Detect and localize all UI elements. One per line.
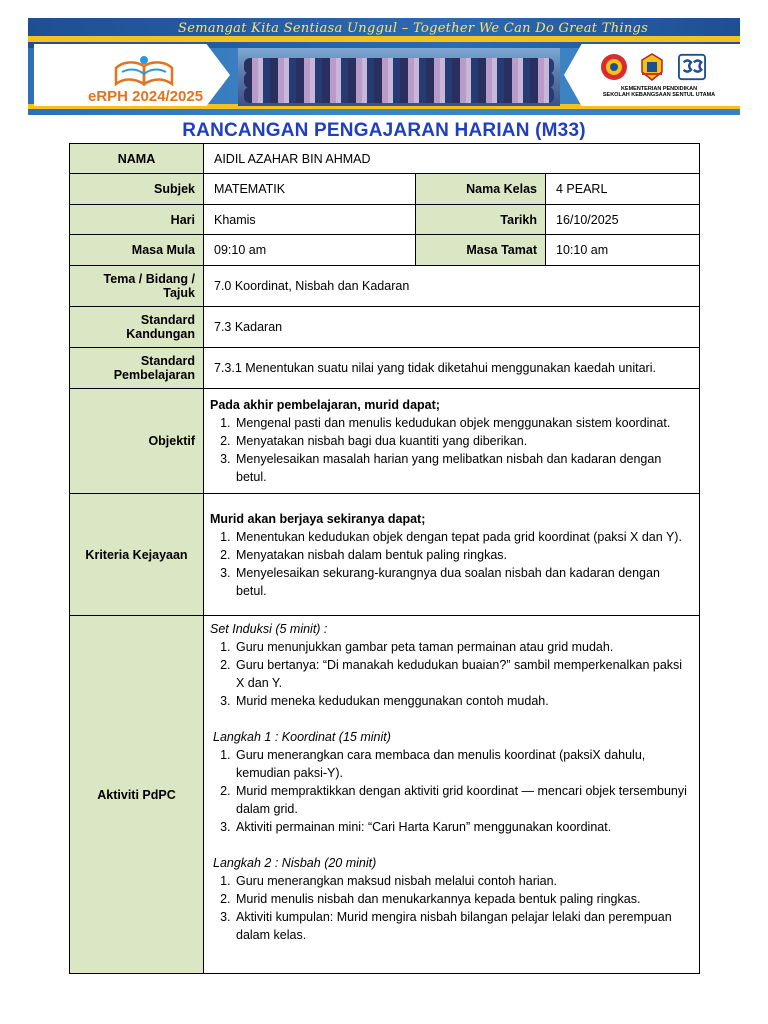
tarikh-value: 16/10/2025 [546, 205, 700, 235]
malaysia-coat-of-arms-icon [638, 52, 666, 82]
hari-value: Khamis [204, 205, 416, 235]
kelas-value: 4 PEARL [546, 174, 700, 205]
row-standard-pembelajaran [70, 348, 700, 389]
row-nama [70, 144, 700, 174]
nama-label: NAMA [70, 144, 204, 174]
aktiviti-label: Aktiviti PdPC [70, 616, 204, 974]
list-item: 2. Menyatakan nisbah dalam bentuk paling ringkas. [234, 546, 687, 564]
tema-value: 7.0 Koordinat, Nisbah dan Kadaran [204, 266, 700, 307]
langkah1-title: Langkah 1 : Koordinat (15 minit) [213, 730, 391, 744]
kelas-label: Nama Kelas [416, 174, 546, 205]
school-crest-icon [600, 52, 628, 82]
langkah2-title: Langkah 2 : Nisbah (20 minit) [213, 856, 377, 870]
row-standard-kandungan [70, 307, 700, 348]
list-item: 3. Aktiviti kumpulan: Murid mengira nisbah bilangan pelajar lelaki dan perempuan dalam kelas. [234, 908, 687, 944]
kriteria-cell [204, 494, 700, 616]
ministry-caption [584, 86, 734, 98]
row-tema [70, 266, 700, 307]
nama-value: AIDIL AZAHAR BIN AHMAD [204, 144, 700, 174]
header-banner [28, 18, 740, 115]
subjek-value: MATEMATIK [204, 174, 416, 205]
list-item: 2. Menyatakan nisbah bagi dua kuantiti yang diberikan. [234, 432, 687, 450]
list-item: 1. Mengenal pasti dan menulis kedudukan objek menggunakan sistem koordinat. [234, 414, 687, 432]
masa-mula-value: 09:10 am [204, 235, 416, 266]
list-item: 1. Guru menerangkan cara membaca dan menulis koordinat (paksiX dahulu, kemudian paksi-Y). [234, 746, 687, 782]
row-kriteria [70, 494, 700, 616]
subjek-label: Subjek [70, 174, 204, 205]
row-aktiviti [70, 616, 700, 974]
masa-mula-label: Masa Mula [70, 235, 204, 266]
sk-value: 7.3 Kadaran [204, 307, 700, 348]
ministry-line-1: KEMENTERIAN PENDIDIKAN [620, 86, 698, 92]
list-item: 1. Guru menerangkan maksud nisbah melalui contoh harian. [234, 872, 687, 890]
list-item: 2. Murid menulis nisbah dan menukarkannya kepada bentuk paling ringkas. [234, 890, 687, 908]
staff-group-photo [238, 48, 560, 106]
objektif-cell [204, 389, 700, 494]
row-subjek [70, 174, 700, 205]
list-item: 2. Murid mempraktikkan dengan aktiviti grid koordinat — mencari objek tersembunyi dalam grid. [234, 782, 687, 818]
list-item: 1. Guru menunjukkan gambar peta taman permainan atau grid mudah. [234, 638, 687, 656]
book-logo-icon [112, 54, 176, 88]
langkah2-list [210, 872, 687, 944]
list-item: 1. Menentukan kedudukan objek dengan tepat pada grid koordinat (paksi X dan Y). [234, 528, 687, 546]
kriteria-heading: Murid akan berjaya sekiranya dapat; [210, 511, 426, 526]
aktiviti-cell [204, 616, 700, 974]
list-item: 2. Guru bertanya: “Di manakah kedudukan buaian?” sambil memperkenalkan paksi X dan Y. [234, 656, 687, 692]
tema-label: Tema / Bidang / Tajuk [70, 266, 204, 307]
banner-yellow-band [28, 36, 740, 42]
sp-value: 7.3.1 Menentukan suatu nilai yang tidak diketahui menggunakan kaedah unitari. [204, 348, 700, 389]
row-hari [70, 205, 700, 235]
objektif-label: Objektif [70, 389, 204, 494]
sp-label: Standard Pembelajaran [70, 348, 204, 389]
list-item: 3. Menyelesaikan masalah harian yang melibatkan nisbah dan kadaran dengan betul. [234, 450, 687, 486]
banner-slogan: Semangat Kita Sentiasa Unggul – Together We Can Do Great Things [178, 21, 649, 36]
tarikh-label: Tarikh [416, 205, 546, 235]
row-masa [70, 235, 700, 266]
sk-label: Standard Kandungan [70, 307, 204, 348]
program-label: eRPH 2024/2025 [88, 88, 204, 105]
langkah1-list [210, 746, 687, 836]
set-induksi-list [210, 638, 687, 710]
list-item: 3. Murid meneka kedudukan menggunakan contoh mudah. [234, 692, 687, 710]
row-objektif [70, 389, 700, 494]
list-item: 3. Aktiviti permainan mini: “Cari Harta Karun” menggunakan koordinat. [234, 818, 687, 836]
page-title: RANCANGAN PENGAJARAN HARIAN (M33) [182, 120, 586, 141]
masa-tamat-label: Masa Tamat [416, 235, 546, 266]
sks-logo-icon [678, 52, 706, 82]
objektif-heading: Pada akhir pembelajaran, murid dapat; [210, 398, 440, 412]
list-item: 3. Menyelesaikan sekurang-kurangnya dua soalan nisbah dan kadaran dengan betul. [234, 564, 687, 600]
set-induksi-title: Set Induksi (5 minit) : [210, 622, 328, 636]
photo-row [244, 72, 554, 88]
masa-tamat-value: 10:10 am [546, 235, 700, 266]
photo-row [244, 87, 554, 103]
kriteria-label: Kriteria Kejayaan [70, 494, 204, 616]
lesson-plan-table [69, 143, 700, 974]
objektif-list [210, 414, 687, 486]
ministry-line-2: SEKOLAH KEBANGSAAN SENTUL UTAMA [602, 92, 716, 98]
kriteria-list [210, 528, 687, 600]
hari-label: Hari [70, 205, 204, 235]
